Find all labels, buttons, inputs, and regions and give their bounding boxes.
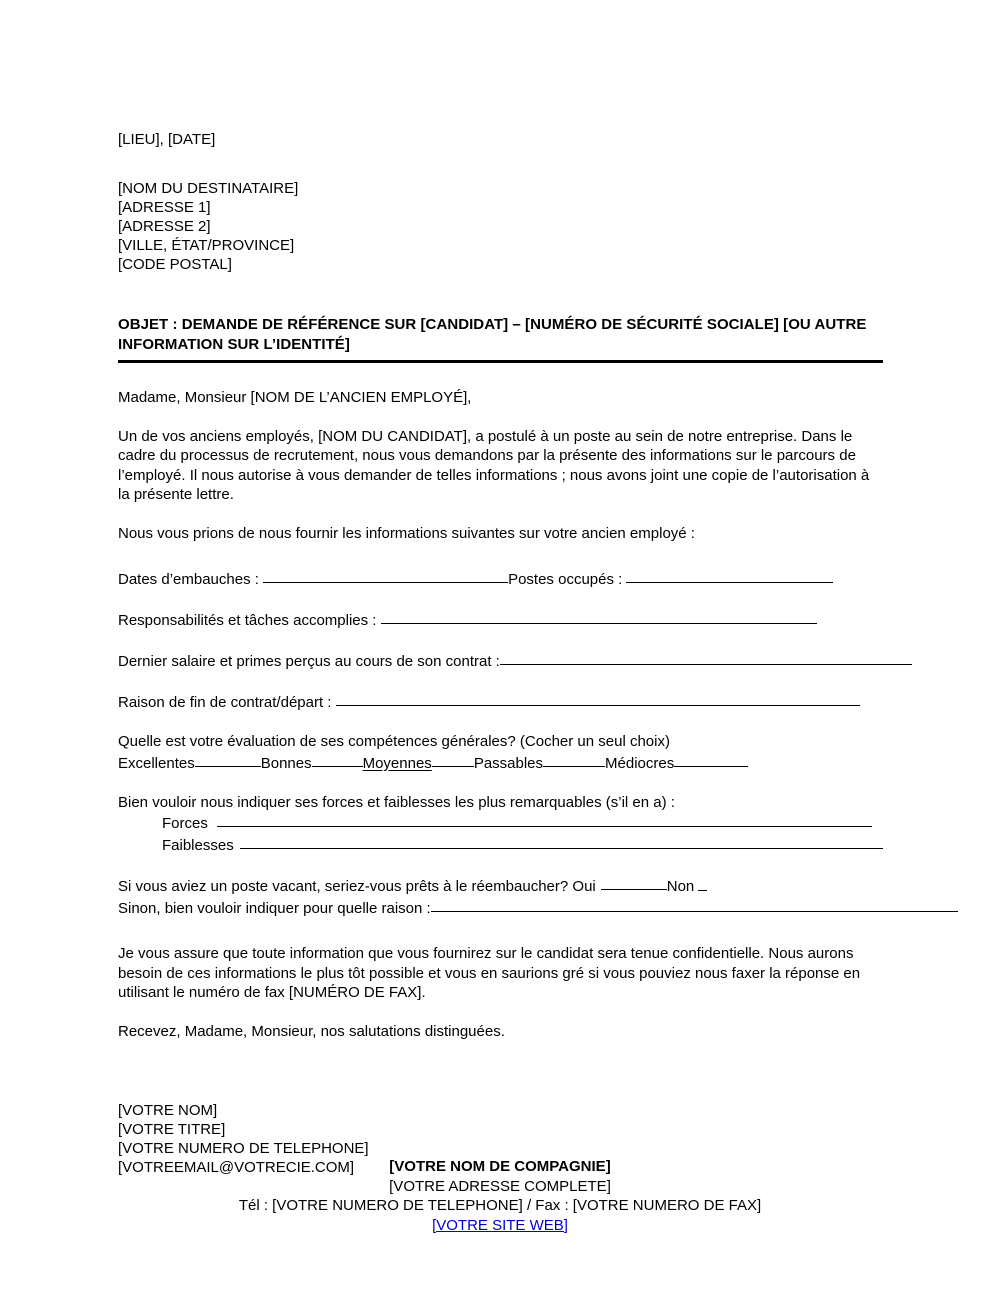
paragraph-confidential: Je vous assure que toute information que vous fournirez sur le candidat sera tenue confidentielle. Nous aurons besoin de ces informations le plus tôt possible et vous en saurions gré si vous pouviez nous faxer la réponse en utilisant le numéro de fax [NUMÉRO DE FAX].	[118, 945, 861, 1001]
field-row-faiblesses	[118, 834, 883, 856]
letter-content	[118, 130, 883, 1177]
footer-address: [VOTRE ADRESSE COMPLETE]	[389, 1177, 611, 1195]
spacer	[118, 631, 883, 650]
dateline: [LIEU], [DATE]	[118, 131, 216, 148]
spacer	[118, 1071, 883, 1101]
spacer	[118, 672, 883, 691]
spacer	[118, 149, 883, 179]
rating-options-row	[118, 752, 883, 774]
spacer	[118, 363, 883, 382]
postes-occupes-input[interactable]	[626, 568, 833, 583]
field-row-dates-postes	[118, 568, 883, 590]
forces-label: Forces	[162, 815, 208, 832]
dates-embauches-input[interactable]	[263, 568, 508, 583]
rehire-yes-label: Oui	[572, 878, 596, 895]
field-row-forces	[118, 812, 883, 834]
rating-option-moyennes: Moyennes	[362, 754, 432, 772]
recipient-postal-code: [CODE POSTAL]	[118, 256, 232, 273]
field-row-sinon	[118, 897, 883, 919]
faiblesses-input[interactable]	[240, 834, 883, 849]
signature-title: [VOTRE TITRE]	[118, 1121, 226, 1138]
rating-option-passables: Passables	[473, 754, 544, 772]
rating-blank-passables[interactable]	[543, 752, 605, 767]
responsabilites-label: Responsabilités et tâches accomplies :	[118, 612, 381, 629]
page-footer	[0, 1157, 1000, 1235]
spacer	[118, 590, 883, 609]
forces-faiblesses-question: Bien vouloir nous indiquer ses forces et faiblesses les plus remarquables (s’il en a) :	[118, 793, 675, 811]
closing-salutation: Recevez, Madame, Monsieur, nos salutations distinguées.	[118, 1022, 505, 1040]
salaire-label: Dernier salaire et primes perçus au cours de son contrat :	[118, 653, 500, 670]
rating-option-bonnes: Bonnes	[260, 754, 312, 772]
spacer	[118, 274, 883, 304]
signature-phone: [VOTRE NUMERO DE TELEPHONE]	[118, 1140, 369, 1157]
recipient-name: [NOM DU DESTINATAIRE]	[118, 180, 299, 197]
spacer	[118, 1041, 883, 1071]
dates-embauches-label: Dates d’embauches :	[118, 571, 264, 588]
rating-blank-bonnes[interactable]	[312, 752, 363, 767]
spacer	[118, 774, 883, 793]
field-row-raison-fin-contrat	[118, 691, 883, 713]
spacer	[118, 1003, 883, 1022]
paragraph-intro: Un de vos anciens employés, [NOM DU CANDIDAT], a postulé à un poste au sein de notre entreprise. Dans le cadre du processus de recrutement, nous vous demandons par la présente des informations sur le parcours de l’employé. Il nous autorise à vous demander de telles informations ; nous avons joint une copie de l’autorisation à la présente lettre.	[118, 427, 870, 503]
spacer	[118, 919, 883, 938]
evaluation-question: Quelle est votre évaluation de ses compétences générales? (Cocher un seul choix)	[118, 733, 670, 750]
spacer	[118, 304, 883, 315]
rating-blank-moyennes[interactable]	[432, 752, 474, 767]
spacer	[118, 713, 883, 732]
footer-website-link[interactable]: [VOTRE SITE WEB]	[432, 1216, 568, 1234]
rehire-question-label: Si vous aviez un poste vacant, seriez-vous prêts à le réembaucher?	[118, 878, 573, 895]
sinon-input[interactable]	[431, 897, 958, 912]
subject-heading: OBJET : DEMANDE DE RÉFÉRENCE SUR [CANDIDAT] – [NUMÉRO DE SÉCURITÉ SOCIALE] [OU AUTRE INFORMATION SUR L’IDENTITÉ]	[118, 316, 867, 353]
rating-blank-excellentes[interactable]	[195, 752, 261, 767]
spacer	[118, 543, 883, 562]
rehire-yes-input[interactable]	[601, 875, 667, 890]
raison-fin-contrat-label: Raison de fin de contrat/départ :	[118, 694, 336, 711]
forces-input[interactable]	[217, 812, 872, 827]
rehire-no-input[interactable]	[698, 879, 707, 891]
postes-occupes-label: Postes occupés :	[508, 571, 627, 588]
spacer	[118, 856, 883, 875]
field-row-rehire	[118, 875, 883, 897]
spacer	[118, 505, 883, 524]
recipient-city-state: [VILLE, ÉTAT/PROVINCE]	[118, 237, 295, 254]
spacer	[118, 408, 883, 427]
recipient-address-block	[118, 179, 883, 274]
faiblesses-label: Faiblesses	[162, 837, 234, 854]
paragraph-request: Nous vous prions de nous fournir les informations suivantes sur votre ancien employé :	[118, 524, 695, 542]
raison-fin-contrat-input[interactable]	[336, 691, 860, 706]
sinon-label: Sinon, bien vouloir indiquer pour quelle raison :	[118, 900, 431, 917]
recipient-address-1: [ADRESSE 1]	[118, 199, 211, 216]
rating-option-mediocres: Médiocres	[605, 754, 675, 772]
signature-name: [VOTRE NOM]	[118, 1102, 218, 1119]
rating-option-excellentes: Excellentes	[118, 754, 195, 772]
recipient-address-2: [ADRESSE 2]	[118, 218, 211, 235]
rehire-no-label: Non	[666, 878, 695, 895]
responsabilites-input[interactable]	[381, 609, 817, 624]
salaire-input[interactable]	[500, 650, 912, 665]
field-row-responsabilites	[118, 609, 883, 631]
salutation: Madame, Monsieur [NOM DE L’ANCIEN EMPLOYÉ],	[118, 389, 472, 406]
footer-contact: Tél : [VOTRE NUMERO DE TELEPHONE] / Fax : [VOTRE NUMERO DE FAX]	[238, 1197, 762, 1214]
footer-company-name: [VOTRE NOM DE COMPAGNIE]	[389, 1158, 611, 1175]
field-row-salaire	[118, 650, 883, 672]
rating-blank-mediocres[interactable]	[674, 752, 748, 767]
signature-email: [VOTREEMAIL@VOTRECIE.COM]	[118, 1159, 355, 1176]
